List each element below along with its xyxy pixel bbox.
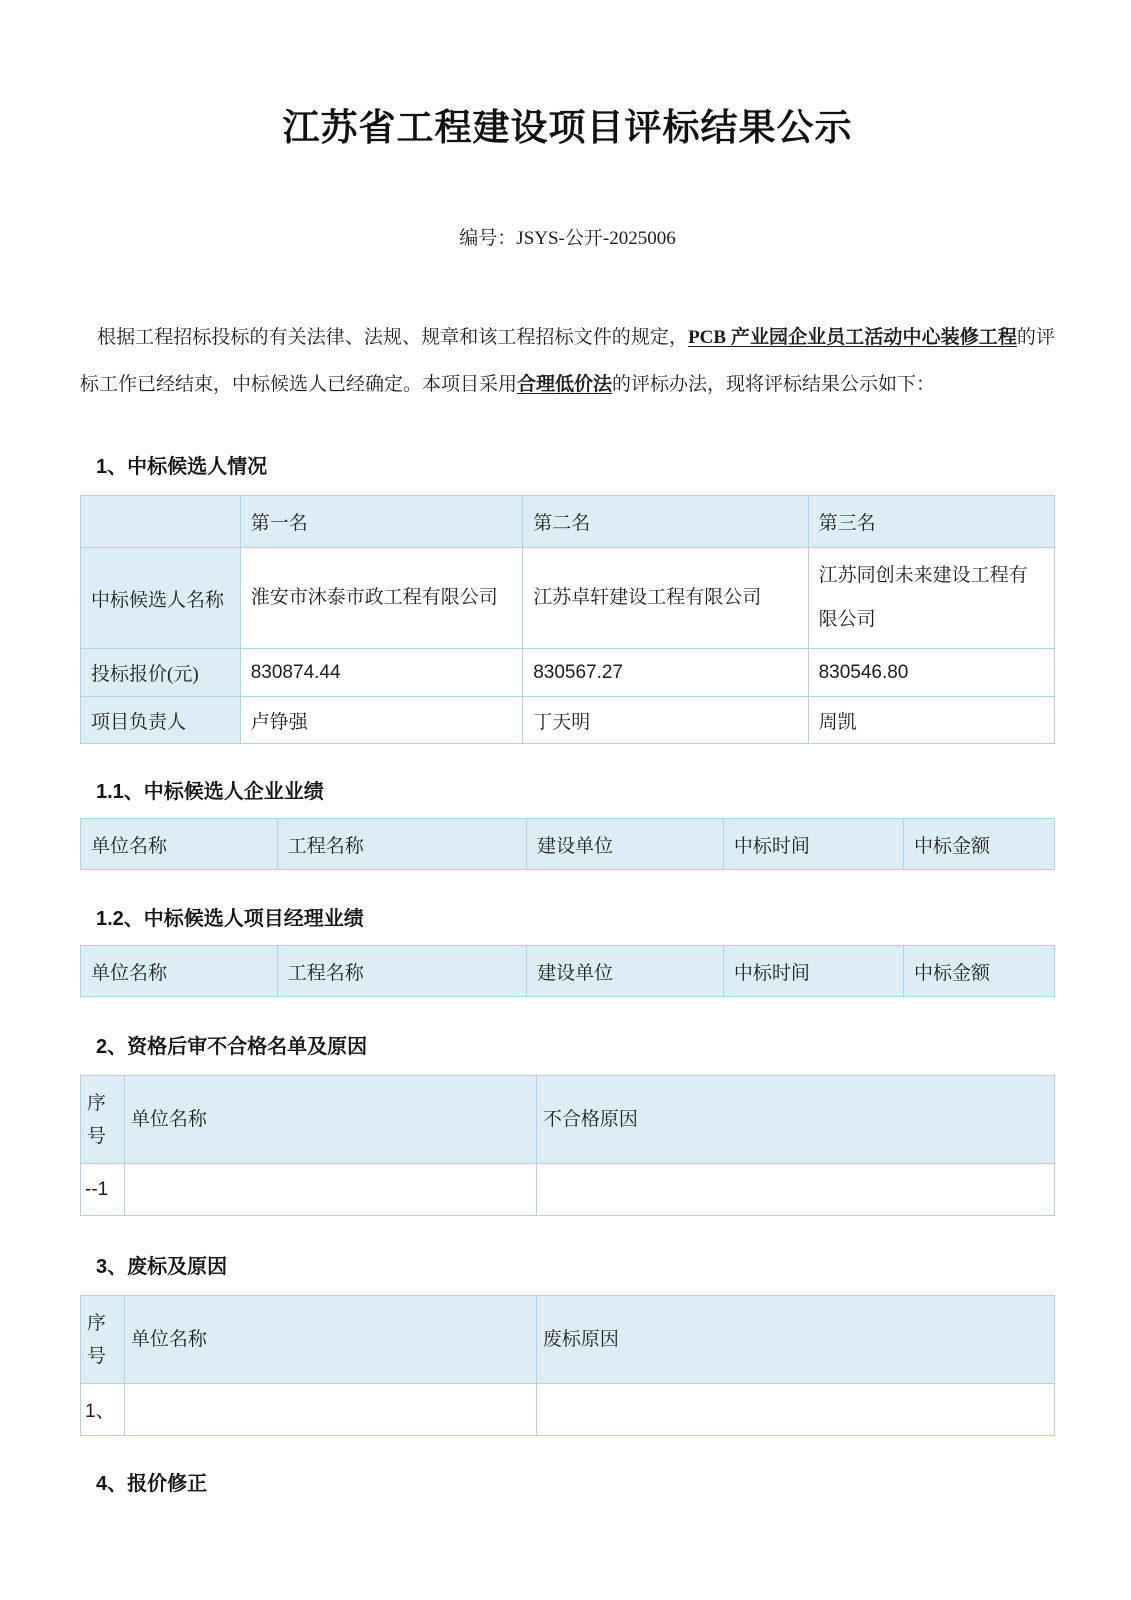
candidates-header-second: 第二名 <box>523 496 808 548</box>
disqualified-table-header-row <box>81 1076 1055 1164</box>
bid-price-row <box>81 649 1055 697</box>
disqualified-row-index: --1 <box>81 1164 125 1216</box>
col-header-unit-name: 单位名称 <box>81 946 278 997</box>
section-1-1-heading: 1.1、中标候选人企业业绩 <box>96 781 324 803</box>
col-header-reject-reason: 废标原因 <box>536 1296 1054 1384</box>
candidates-header-blank <box>81 496 241 548</box>
col-header-award-time: 中标时间 <box>723 819 903 870</box>
rejected-table <box>80 1295 1055 1436</box>
bid-price-third: 830546.80 <box>808 649 1054 697</box>
rejected-row-reason <box>536 1384 1054 1436</box>
section-4-heading: 4、报价修正 <box>96 1473 208 1495</box>
rejected-table-header-row <box>81 1296 1055 1384</box>
col-header-unit-name: 单位名称 <box>124 1296 536 1384</box>
section-3-heading: 3、废标及原因 <box>96 1256 228 1278</box>
rejected-table-row <box>81 1384 1055 1436</box>
project-manager-first: 卢铮强 <box>240 697 522 744</box>
candidates-table-header-row <box>81 496 1055 548</box>
manager-performance-header-row <box>81 946 1055 997</box>
enterprise-performance-header-row <box>81 819 1055 870</box>
intro-lead-text: 根据工程招标投标的有关法律、法规、规章和该工程招标文件的规定， <box>97 327 689 348</box>
intro-mid-text: 的评标工作已经结束，中标候选人已经确定。本项目采用 <box>80 327 1055 395</box>
document-content <box>0 97 1131 1496</box>
col-header-serial-number: 序号 <box>81 1076 125 1164</box>
section-1-2-heading: 1.2、中标候选人项目经理业绩 <box>96 908 364 930</box>
project-name-emphasis: PCB 产业园企业员工活动中心装修工程 <box>688 327 1017 348</box>
candidate-name-third: 江苏同创未来建设工程有限公司 <box>808 548 1054 649</box>
candidate-name-row <box>81 548 1055 649</box>
bid-price-second: 830567.27 <box>523 649 808 697</box>
col-header-award-amount: 中标金额 <box>904 946 1055 997</box>
col-header-construction-unit: 建设单位 <box>527 819 724 870</box>
evaluation-method-emphasis: 合理低价法 <box>517 374 613 395</box>
disqualified-row-reason <box>536 1164 1054 1216</box>
col-header-project-name: 工程名称 <box>277 946 526 997</box>
doc-number: 编号：JSYS-公开-2025006 <box>459 228 676 249</box>
col-header-construction-unit: 建设单位 <box>527 946 724 997</box>
intro-paragraph <box>80 314 1055 408</box>
manager-performance-table <box>80 945 1055 997</box>
col-header-award-amount: 中标金额 <box>904 819 1055 870</box>
candidates-header-first: 第一名 <box>240 496 522 548</box>
col-header-unit-name: 单位名称 <box>81 819 278 870</box>
page-title: 江苏省工程建设项目评标结果公示 <box>282 108 853 149</box>
row-label-candidate-name: 中标候选人名称 <box>81 548 241 649</box>
disqualified-table-row <box>81 1164 1055 1216</box>
col-header-unit-name: 单位名称 <box>124 1076 536 1164</box>
col-header-award-time: 中标时间 <box>723 946 903 997</box>
col-header-serial-number: 序号 <box>81 1296 125 1384</box>
project-manager-row <box>81 697 1055 744</box>
disqualified-table <box>80 1075 1055 1216</box>
row-label-project-manager: 项目负责人 <box>81 697 241 744</box>
rejected-row-name <box>124 1384 536 1436</box>
row-label-bid-price: 投标报价(元) <box>81 649 241 697</box>
candidates-header-third: 第三名 <box>808 496 1054 548</box>
candidates-table <box>80 495 1055 744</box>
candidate-name-first: 淮安市沐泰市政工程有限公司 <box>240 548 522 649</box>
project-manager-second: 丁天明 <box>523 697 808 744</box>
bid-price-first: 830874.44 <box>240 649 522 697</box>
disqualified-row-name <box>124 1164 536 1216</box>
project-manager-third: 周凯 <box>808 697 1054 744</box>
section-2-heading: 2、资格后审不合格名单及原因 <box>96 1036 368 1058</box>
candidate-name-second: 江苏卓轩建设工程有限公司 <box>523 548 808 649</box>
rejected-row-index: 1、 <box>81 1384 125 1436</box>
col-header-disqualify-reason: 不合格原因 <box>536 1076 1054 1164</box>
intro-tail-text: 的评标办法，现将评标结果公示如下： <box>612 374 936 395</box>
col-header-project-name: 工程名称 <box>277 819 526 870</box>
enterprise-performance-table <box>80 818 1055 870</box>
section-1-heading: 1、中标候选人情况 <box>96 456 268 478</box>
